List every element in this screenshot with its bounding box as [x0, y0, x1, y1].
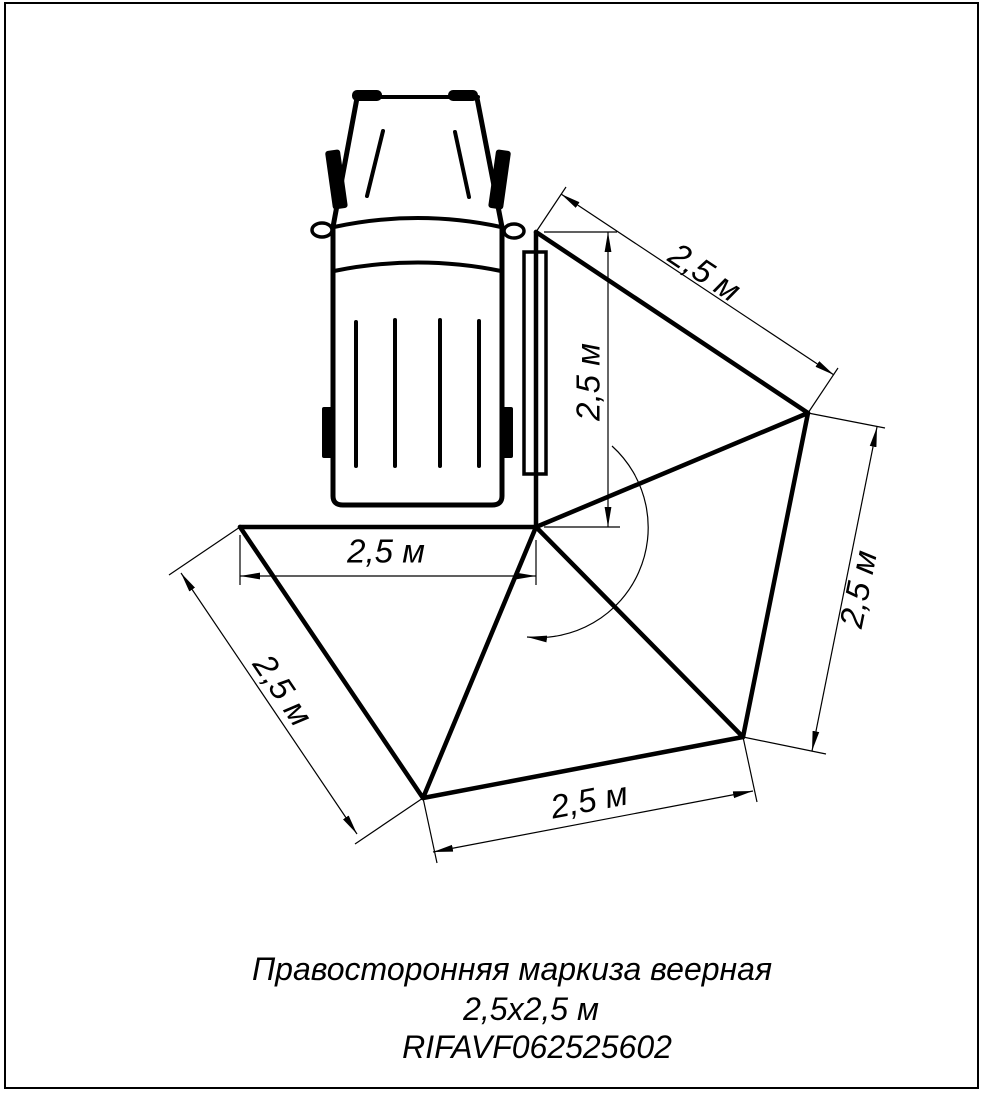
dimension-left-width [240, 533, 536, 586]
roof-corner-right [448, 90, 478, 101]
dimension-label: 2,5 м [832, 547, 884, 631]
awning-arm-3 [536, 527, 743, 737]
dimension-left-edge [169, 527, 423, 844]
extension-line [355, 798, 423, 844]
vehicle-top-view [312, 90, 524, 505]
roof-corner-left [352, 90, 382, 101]
roof-front-curve [334, 263, 501, 272]
dimension-vertical-depth [544, 232, 620, 527]
awning-arm-4 [423, 527, 536, 798]
caption-size: 2,5x2,5 м [463, 991, 599, 1027]
dimension-label: 2,5 м [569, 343, 607, 421]
wiper-right [455, 132, 469, 197]
dimension-label: 2,5 м [245, 647, 321, 733]
wiper-left [367, 131, 383, 196]
dimension-label: 2,5 м [662, 235, 748, 309]
awning-arm-2 [536, 413, 808, 527]
dimension-right-edge [743, 413, 885, 754]
extension-line [808, 413, 885, 428]
caption-product-name: Правосторонняя маркиза веерная [251, 951, 773, 987]
dimension-label: 2,5 м [347, 532, 425, 570]
mirror-left [312, 223, 332, 237]
windshield-curve [334, 218, 501, 227]
extension-line [423, 798, 437, 863]
mirror-right [504, 224, 524, 238]
dimension-bottom-edge [423, 737, 757, 863]
caption-article-number: RIFAVF062525602 [402, 1029, 672, 1065]
dimension-line [181, 573, 357, 834]
panel2-outer-edge [743, 413, 808, 737]
caption-block [252, 951, 772, 1065]
dimension-label: 2,5 м [547, 774, 631, 826]
extension-line [169, 527, 240, 575]
